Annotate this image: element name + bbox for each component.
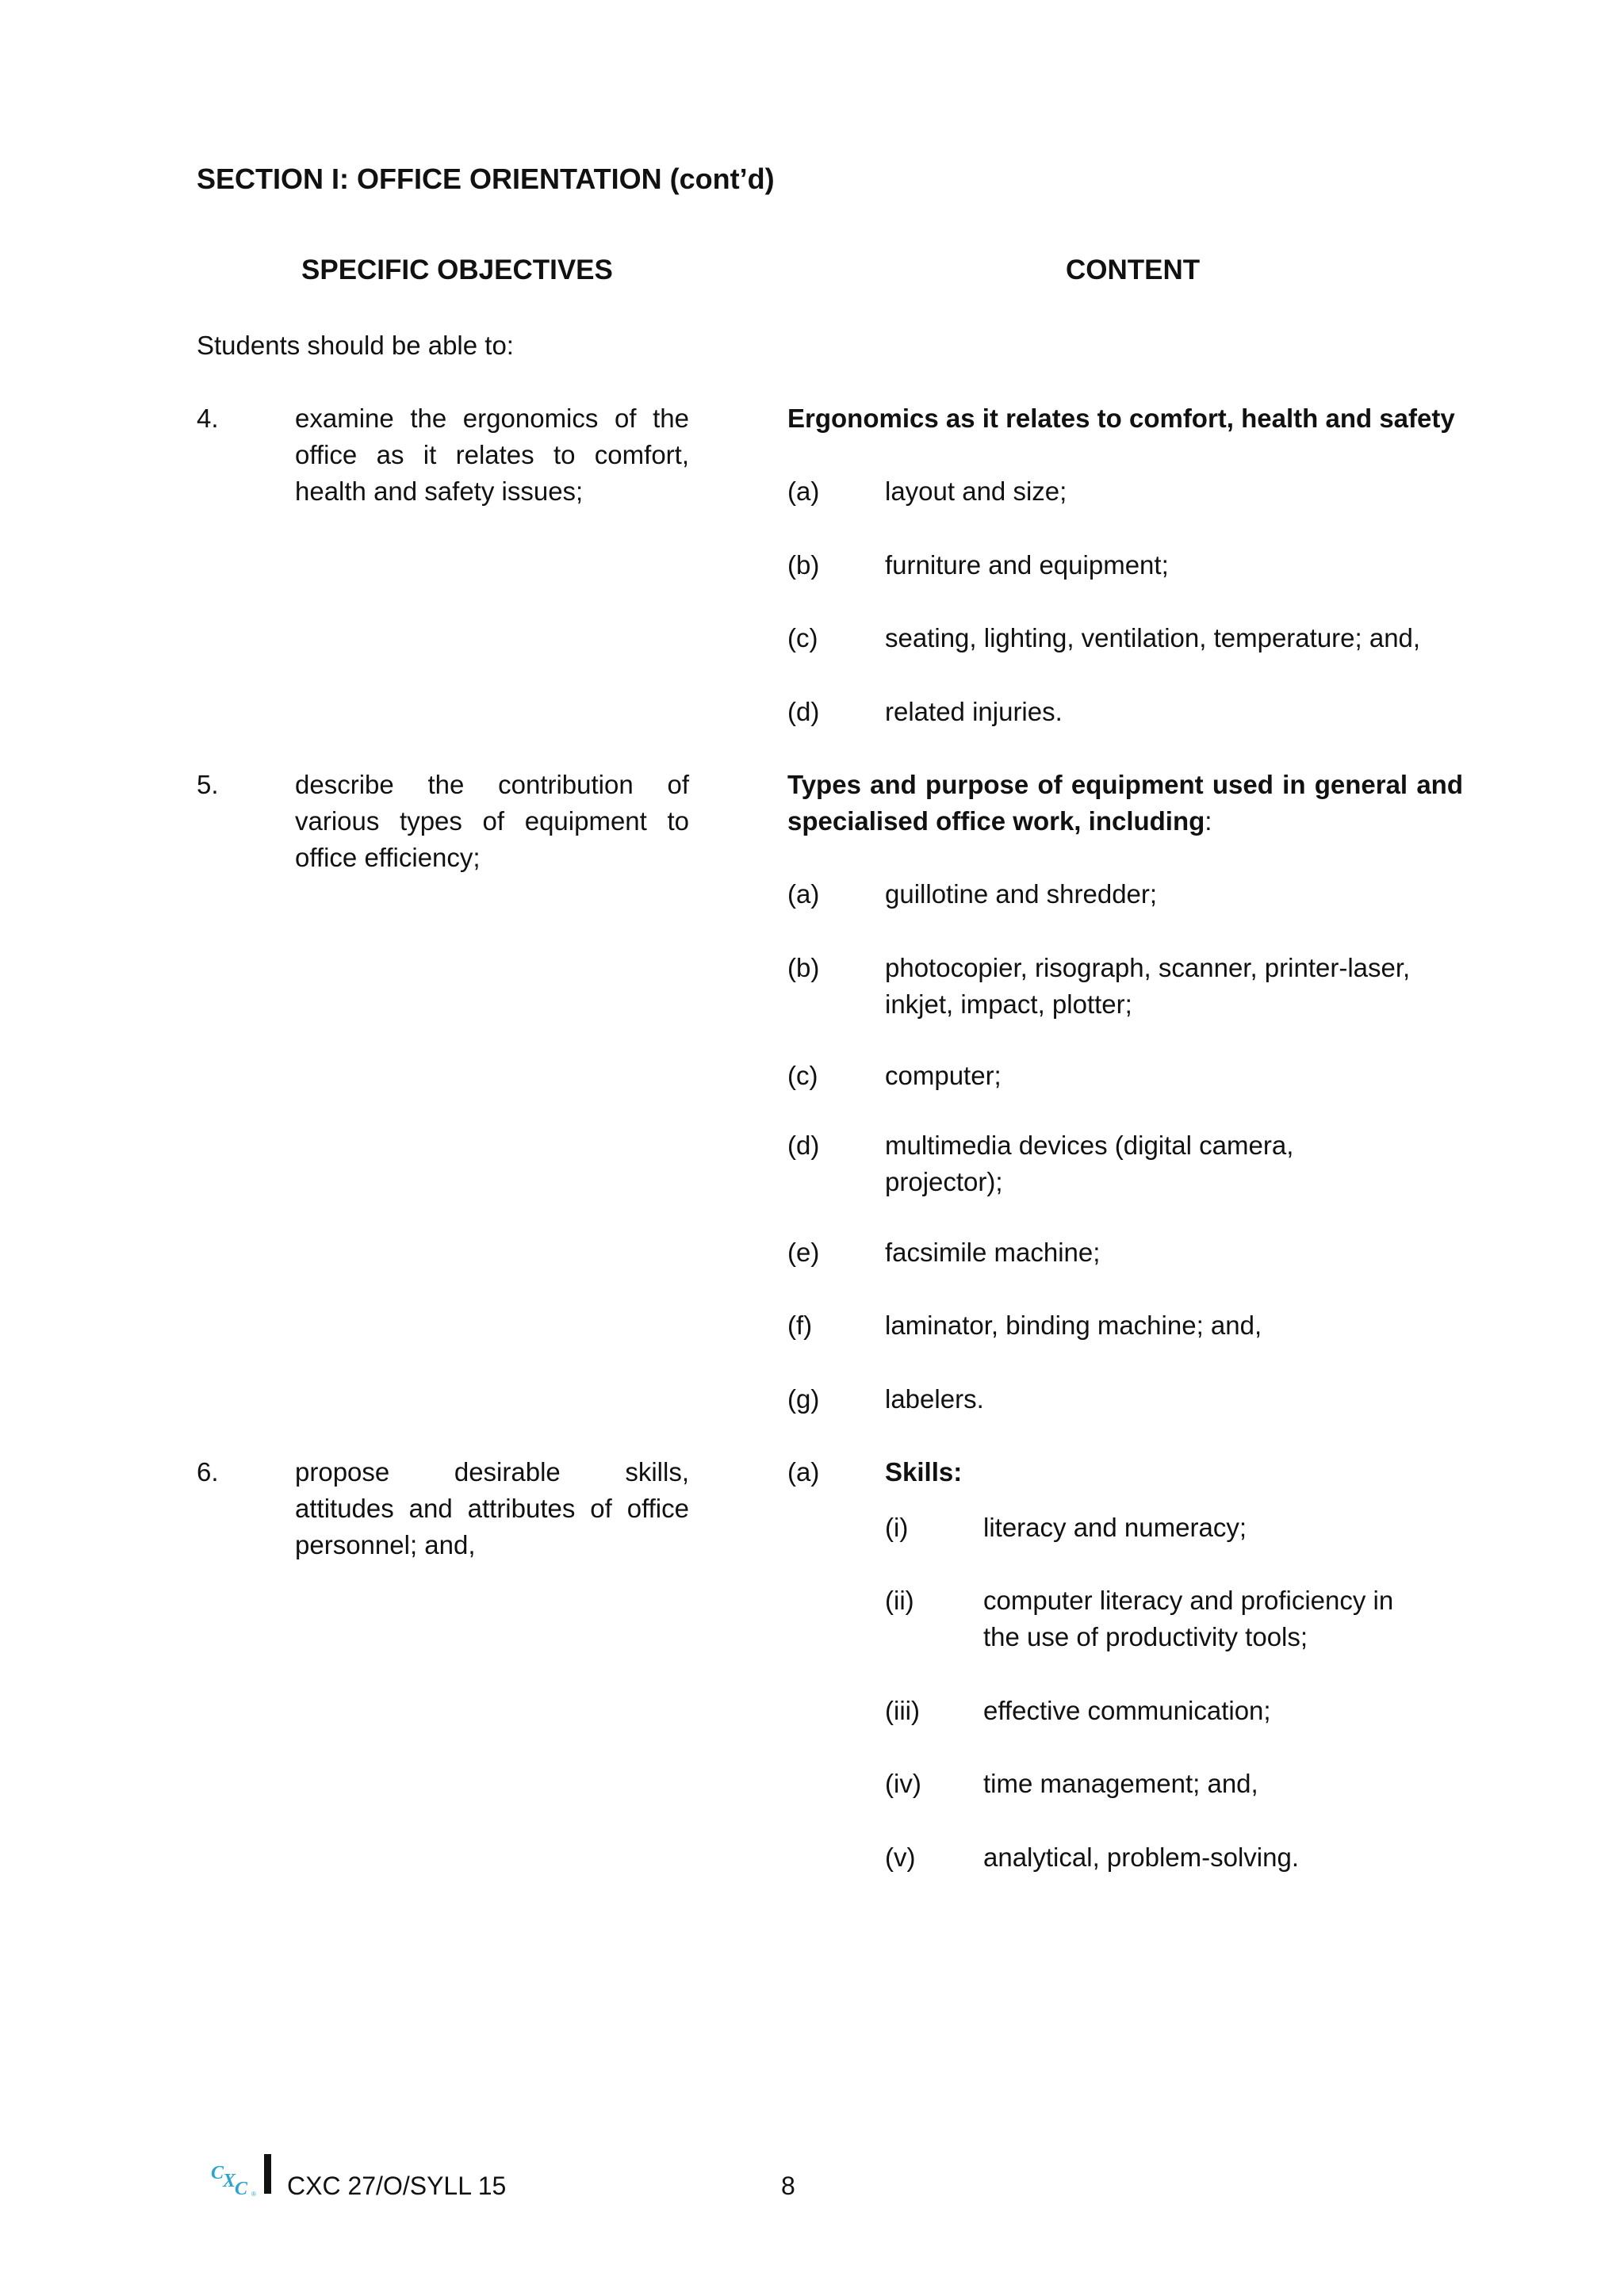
page-number: 8 bbox=[781, 2172, 795, 2200]
content-item-text: laminator, binding machine; and, bbox=[885, 1311, 1262, 1340]
intro-text: Students should be able to: bbox=[197, 331, 514, 360]
content-item-text: seating, lighting, ventilation, temperature; and, bbox=[885, 623, 1421, 652]
sub-item-label: (i) bbox=[885, 1513, 909, 1542]
content-item-text: furniture and equipment; bbox=[885, 550, 1169, 580]
objective-text-line: describe the contribution of bbox=[295, 770, 689, 799]
content-heading: Ergonomics as it relates to comfort, health and safety bbox=[787, 404, 1455, 433]
objective-text-line: office as it relates to comfort, bbox=[295, 440, 689, 469]
logo-registered-mark: ® bbox=[251, 2191, 256, 2198]
section-title: SECTION I: OFFICE ORIENTATION (cont’d) bbox=[197, 163, 775, 195]
content-item-text: photocopier, risograph, scanner, printer-laser, bbox=[885, 953, 1411, 982]
content-item-label: (g) bbox=[787, 1384, 820, 1414]
objective-text-line: attitudes and attributes of office bbox=[295, 1494, 689, 1523]
content-item-text: inkjet, impact, plotter; bbox=[885, 989, 1132, 1019]
objective-text-line: office efficiency; bbox=[295, 843, 481, 872]
sub-item-text: the use of productivity tools; bbox=[983, 1622, 1308, 1651]
content-item-label: (e) bbox=[787, 1238, 820, 1267]
sub-item-text: time management; and, bbox=[983, 1769, 1258, 1798]
content-item-label: (d) bbox=[787, 697, 820, 726]
column-header-content: CONTENT bbox=[1066, 254, 1201, 285]
content-item-label: (f) bbox=[787, 1311, 813, 1340]
sub-item-label: (v) bbox=[885, 1843, 916, 1872]
sub-item-text: analytical, problem-solving. bbox=[983, 1843, 1300, 1872]
content-item-text: facsimile machine; bbox=[885, 1238, 1101, 1267]
content-item-text: guillotine and shredder; bbox=[885, 879, 1158, 909]
content-item-text: layout and size; bbox=[885, 476, 1067, 506]
footer-divider-bar bbox=[264, 2154, 271, 2194]
content-item-text: computer; bbox=[885, 1061, 1002, 1090]
column-header-objectives: SPECIFIC OBJECTIVES bbox=[301, 254, 613, 285]
content-item-text: labelers. bbox=[885, 1384, 984, 1414]
objective-number: 6. bbox=[197, 1457, 219, 1487]
sub-item-text: literacy and numeracy; bbox=[983, 1513, 1247, 1542]
objective-text-line: propose desirable skills, bbox=[295, 1457, 689, 1487]
content-item-label: (c) bbox=[787, 623, 818, 652]
content-item-text: related injuries. bbox=[885, 697, 1063, 726]
objective-number: 5. bbox=[197, 770, 219, 799]
content-heading: Types and purpose of equipment used in general and bbox=[787, 770, 1463, 799]
content-heading-suffix: : bbox=[1205, 806, 1212, 836]
objective-number: 4. bbox=[197, 404, 219, 433]
footer-document-code: CXC 27/O/SYLL 15 bbox=[287, 2172, 507, 2200]
content-item-text: projector); bbox=[885, 1167, 1003, 1196]
content-item-text: multimedia devices (digital camera, bbox=[885, 1131, 1294, 1160]
content-item-label: (b) bbox=[787, 550, 820, 580]
content-heading-text: specialised office work, including bbox=[787, 806, 1205, 836]
logo-letter-c2: C bbox=[235, 2179, 248, 2199]
content-item-label: (c) bbox=[787, 1061, 818, 1090]
content-heading-line bbox=[787, 803, 1212, 840]
sub-item-text: computer literacy and proficiency in bbox=[983, 1586, 1394, 1615]
logo-letter-c1: C bbox=[211, 2163, 224, 2183]
content-item-label: (b) bbox=[787, 953, 820, 982]
content-item-label: (a) bbox=[787, 879, 820, 909]
objective-text-line: various types of equipment to bbox=[295, 806, 689, 836]
content-item-label: (a) bbox=[787, 1457, 820, 1487]
sub-item-label: (iii) bbox=[885, 1696, 920, 1725]
sub-item-label: (ii) bbox=[885, 1586, 914, 1615]
sub-item-text: effective communication; bbox=[983, 1696, 1271, 1725]
objective-text-line: examine the ergonomics of the bbox=[295, 404, 689, 433]
objective-text-line: personnel; and, bbox=[295, 1530, 476, 1559]
skills-heading: Skills: bbox=[885, 1457, 963, 1487]
content-item-label: (d) bbox=[787, 1131, 820, 1160]
content-item-label: (a) bbox=[787, 476, 820, 506]
logo-letter-x: X bbox=[223, 2171, 236, 2191]
sub-item-label: (iv) bbox=[885, 1769, 921, 1798]
cxc-logo bbox=[210, 2160, 259, 2199]
objective-text-line: health and safety issues; bbox=[295, 476, 584, 506]
